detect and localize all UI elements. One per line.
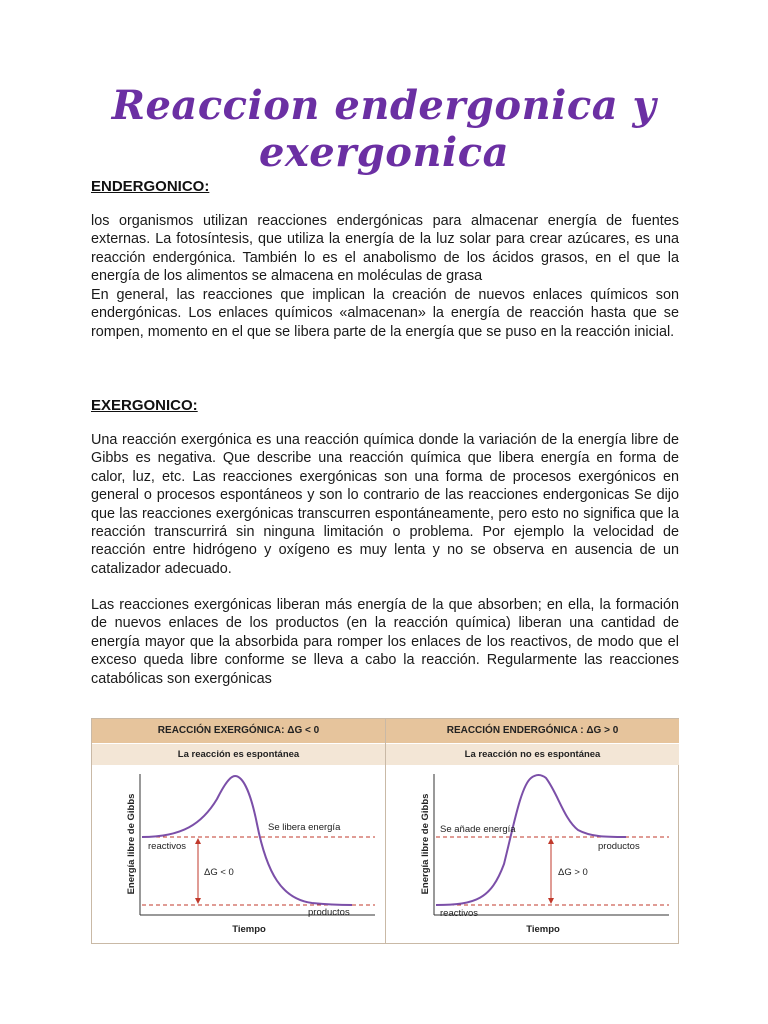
endergonic-chart [386, 764, 679, 943]
endergonic-delta-arrowhead-down [548, 898, 554, 904]
endergonic-start-label: reactivos [440, 908, 479, 919]
exergonic-delta-arrowhead-down [195, 898, 201, 904]
exergonic-delta-arrowhead-up [195, 838, 201, 844]
exergonic-chart [92, 764, 385, 943]
exergonic-panel [92, 719, 386, 943]
endergonic-delta-arrowhead-up [548, 838, 554, 844]
document-title: Reaccion endergonica y exergonica [111, 82, 657, 176]
endergonic-energy-curve [436, 775, 626, 905]
endergonico-paragraph-2: En general, las reacciones que implican la creación de nuevos enlaces químicos son endergónicas. Los enlaces químicos «almacenan» la energía de reacción hasta que se rompen, momento en el que se libera parte de la energía que se puso en la reacción inicial. [91, 287, 679, 340]
endergonico-paragraph-1: los organismos utilizan reacciones endergónicas para almacenar energía de fuentes externas. La fotosíntesis, que utiliza la energía de la luz solar para crear azúcares, es una reacción endergónica. También lo es el anabolismo de los ácidos grasos, en el que la energía de los alimentos se almacena en moléculas de grasa [91, 213, 679, 285]
endergonic-end-label: productos [598, 841, 640, 852]
endergonic-panel-subtitle: La reacción no es espontánea [386, 743, 679, 765]
exergonic-panel-subtitle: La reacción es espontánea [92, 743, 385, 765]
exergonic-panel-title: REACCIÓN EXERGÓNICA: ΔG < 0 [92, 719, 385, 743]
exergonic-delta-label: ΔG < 0 [204, 867, 234, 878]
exergonic-x-axis-label: Tiempo [232, 924, 266, 935]
exergonico-paragraph-1: Una reacción exergónica es una reacción química donde la variación de la energía libre de Gibbs es negativa. Que describe una reacción química que libera energía en forma de calor, luz, etc. Las reacciones exergónicas son una forma de procesos exergónicos en general o procesos espontáneos y son lo contrario de las reacciones endergonicas Se dijo que las reacciones exergónicas transcurren espontáneamente, pero esto no significa que la reacción transcurrirá sin ninguna limitación o problema. Por ejemplo la velocidad de reacción entre hidrógeno y oxígeno es muy lenta y no se observa en ausencia de un catalizador adecuado. [91, 432, 679, 577]
section-heading-exergonico: EXERGONICO: [91, 397, 198, 414]
endergonic-x-axis-label: Tiempo [526, 924, 560, 935]
endergonic-y-axis-label: Energía libre de Gibbs [420, 793, 431, 895]
exergonico-paragraph-2: Las reacciones exergónicas liberan más energía de la que absorben; en ella, la formación de nuevos enlaces de los productos (en la reacción química) liberan una cantidad de energía mayor que la absorbida para romper los enlaces de los reactivos, de modo que el exceso queda libre conforme se lleva a cabo la reacción. Regularmente las reacciones catabólicas son exergónicas [91, 597, 679, 687]
endergonic-delta-label: ΔG > 0 [558, 867, 588, 878]
section-heading-endergonico: ENDERGONICO: [91, 178, 210, 195]
endergonic-energy-note: Se añade energía [440, 824, 516, 835]
exergonic-end-label: productos [308, 907, 350, 918]
endergonic-panel-title: REACCIÓN ENDERGÓNICA : ΔG > 0 [386, 719, 679, 743]
energy-diagram-figure [91, 718, 679, 944]
exergonic-y-axis-label: Energía libre de Gibbs [126, 793, 137, 895]
endergonic-panel [386, 719, 679, 943]
exergonic-energy-note: Se libera energía [268, 822, 341, 833]
exergonic-start-label: reactivos [148, 841, 187, 852]
